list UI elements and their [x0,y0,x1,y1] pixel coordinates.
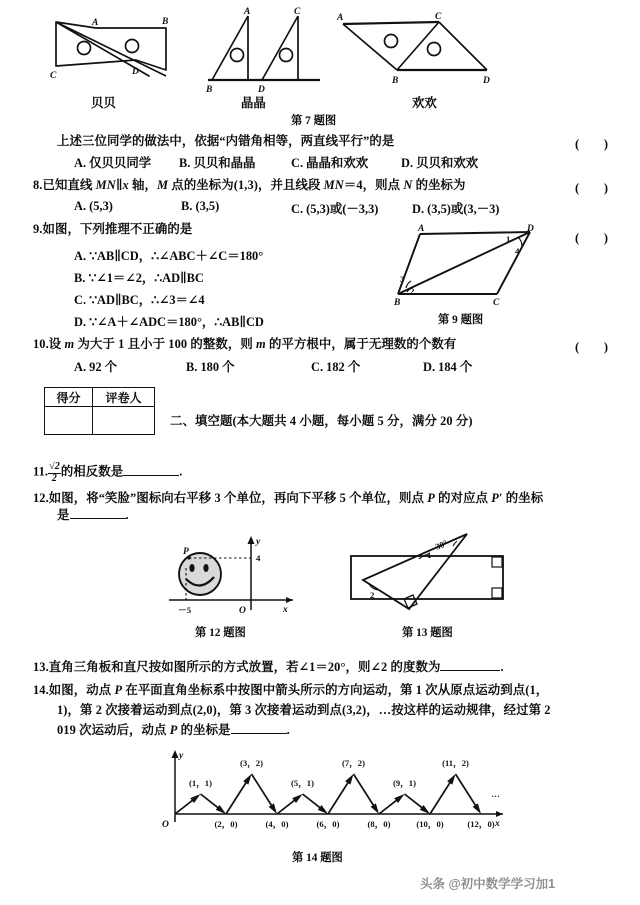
svg-text:B: B [394,298,401,308]
point-label: (8，0) [367,819,391,829]
svg-text:C: C [50,71,57,81]
score-box-value-grader[interactable] [93,407,155,435]
figure-13-caption: 第 13 题图 [402,627,453,639]
point-label: (10，0) [416,819,444,829]
question-14-answer-blank[interactable] [231,723,287,734]
figure-7-caption: 第 7 题图 [291,115,337,127]
question-9-answer-marker[interactable]: ( ) [575,231,609,245]
question-14-text-1: 如图，动点 [48,683,115,697]
figure-13-angle-30-label: 30° [433,537,450,552]
question-8-option-b[interactable]: B. (3,5) [181,199,220,213]
question-12-p-prime: P′ [491,491,503,505]
figure-9-caption: 第 9 题图 [438,314,484,326]
x-axis-arrow [496,811,503,817]
y-axis-label: y [179,751,184,761]
point-label: (3，2) [240,758,263,768]
path-segment [252,774,275,809]
question-12-answer-blank[interactable] [70,508,126,519]
svg-text:P: P [183,547,189,557]
question-7-option-c[interactable]: C. 晶晶和欢欢 [291,156,369,170]
question-10-text-a: 设 [48,337,65,351]
question-11 [33,462,182,484]
path-segment [456,774,479,809]
question-10-m-2: m [256,337,266,351]
point-label: (12，0) [467,819,495,829]
question-9-option-c[interactable]: C. ∵AD∥BC，∴∠3＝∠4 [74,293,205,307]
x-axis-label: x [495,819,500,829]
question-13-text: 直角三角板和直尺按如图所示的方式放置，若∠1＝20°，则∠2 的度数为 [48,660,441,674]
svg-text:B: B [206,85,213,95]
figure-9 [396,226,566,308]
score-box [44,387,155,435]
question-14-text-3b: 的坐标是 [177,723,231,737]
question-14-p-2: P [169,723,178,737]
question-7-answer-marker[interactable]: ( ) [575,137,609,151]
question-8-option-c[interactable]: C. (5,3)或(－3,3) [291,202,379,216]
figure-7-jingjing [200,8,330,96]
path-arrowhead [447,774,455,785]
question-13-period: . [500,660,504,674]
path-arrowhead [269,803,277,814]
question-8-text-3: 点的坐标为(1,3)，并且线段 [168,178,324,192]
question-14-line-2: 1)，第 2 次接着运动到点(2,0)，第 3 次接着运动到点(3,2)，…按这样的运动规律，经过第 2 [57,703,551,717]
question-13 [33,660,504,675]
point-label: (1，1) [189,778,212,788]
figure-13 [345,528,535,620]
question-10-text-b: 为大于 1 且小于 100 的整数，则 [74,337,257,351]
question-14-text-1b: 在平面直角坐标系中按图中箭头所示的方向运动，第 1 次从原点运动到点(1， [122,683,549,697]
question-8-mn: MN [95,178,116,192]
question-11-fraction-numerator: √2 [49,461,60,472]
path-arrowhead [345,774,353,785]
path-segment [226,779,249,814]
question-10-answer-marker[interactable]: ( ) [575,340,609,354]
figure-7-huanhuan [335,8,515,96]
figure-7-huanhuan-name: 欢欢 [412,96,437,110]
svg-text:－5: －5 [178,605,192,615]
score-box-header-row [45,388,155,407]
question-8-m: M [157,178,169,192]
question-8-mn-2: MN [323,178,344,192]
figure-14-caption: 第 14 题图 [292,852,343,864]
question-10-stem [33,337,456,352]
question-14-number: 14. [33,683,49,697]
question-8-x: x [122,178,129,192]
question-12 [33,490,613,507]
question-14-period: . [286,723,290,737]
svg-text:1: 1 [506,234,511,244]
figure-13-angle-2-label: 2 [370,590,375,600]
question-12-number: 12. [33,491,49,505]
svg-text:x: x [283,605,288,615]
question-8-text-2: 轴， [128,178,157,192]
path-segment [328,779,351,814]
section-2-title: 二、填空题(本大题共 4 小题，每小题 5 分，满分 20 分) [170,414,473,428]
score-box-value-row [45,407,155,435]
svg-text:B: B [162,17,169,27]
point-label: (9，1) [393,778,416,788]
svg-text:D: D [258,85,265,95]
question-8-text-1: 已知直线 [42,178,96,192]
question-9-text: 如图，下列推理不正确的是 [42,222,193,236]
question-8-option-d[interactable]: D. (3,5)或(3,－3) [412,202,500,216]
question-14-p: P [114,683,123,697]
question-8-number: 8. [33,178,43,192]
point-label: (5，1) [291,778,314,788]
question-11-text: 的相反数是 [60,464,124,479]
question-12-answer-line [57,508,129,523]
question-11-number: 11. [33,464,49,479]
svg-text:A: A [418,224,425,234]
path-arrowhead [371,803,379,814]
figure-12 [155,528,355,620]
svg-text:D: D [483,76,490,86]
question-14-line-1 [33,683,548,698]
svg-text:3: 3 [400,274,405,284]
svg-text:A: A [337,13,344,23]
question-12-p: P [427,491,435,505]
question-7-option-b[interactable]: B. 贝贝和晶晶 [179,156,256,170]
question-9-number: 9. [33,222,43,236]
svg-text:B: B [392,76,399,86]
question-9-option-a[interactable]: A. ∵AB∥CD，∴∠ABC＋∠C＝180° [74,249,264,263]
point-label: (7，2) [342,758,365,768]
figure-7-jingjing-name: 晶晶 [241,96,266,110]
ellipsis-label: … [491,789,500,799]
origin-label: O [162,820,169,830]
question-12-period: . [125,508,129,522]
svg-text:O: O [239,606,246,616]
question-8-stem [33,178,466,193]
path-arrowhead [473,803,481,814]
question-10-number: 10. [33,337,49,351]
question-8-parallel: ∥ [115,178,123,192]
figure-13-angle-1-label: 1 [427,550,432,560]
svg-text:D: D [527,224,534,234]
question-8-n: N [403,178,413,192]
score-box-header-score: 得分 [45,388,93,407]
figure-7-beibei [44,8,224,96]
question-9-stem [33,222,192,237]
question-12-line-2-prefix: 是 [57,508,70,522]
svg-text:D: D [132,67,139,77]
question-8-option-a[interactable]: A. (5,3) [74,199,113,213]
question-10-option-d[interactable]: D. 184 个 [423,360,473,374]
svg-text:C: C [435,12,442,22]
question-10-option-c[interactable]: C. 182 个 [311,360,361,374]
question-11-period: . [179,464,183,479]
score-box-header-grader: 评卷人 [93,388,155,407]
question-9-option-b[interactable]: B. ∵∠1＝∠2，∴AD∥BC [74,271,204,285]
question-11-fraction-denominator: 2 [51,472,58,484]
question-8-answer-marker[interactable]: ( ) [575,181,609,195]
point-label: (6，0) [316,819,340,829]
score-box-value-score[interactable] [45,407,93,435]
question-10-text-c: 的平方根中，属于无理数的个数有 [265,337,457,351]
point-label: (11，2) [442,758,469,768]
point-label: (4，0) [265,819,289,829]
question-8-text-5: 的坐标为 [412,178,466,192]
question-12-line-1c: 的坐标 [502,491,544,505]
question-13-number: 13. [33,660,49,674]
question-12-line-1: 如图，将“笑脸”图标向右平移 3 个单位，再向下平移 5 个单位，则点 [48,491,428,505]
question-7-option-a[interactable]: A. 仅贝贝同学 [74,156,152,170]
path-arrowhead [243,774,251,785]
y-axis-arrow [172,750,179,758]
figure-7-beibei-name: 贝贝 [91,96,116,110]
svg-text:C: C [294,7,301,17]
point-label: (2，0) [214,819,238,829]
question-9-option-d[interactable]: D. ∵∠A＋∠ADC＝180°，∴AB∥CD [74,315,264,329]
watermark: 头条 @初中数学学习加1 [420,877,556,891]
svg-text:4: 4 [256,553,261,563]
question-11-fraction [48,462,61,484]
figure-14 [155,742,515,838]
path-segment [354,774,377,809]
question-12-line-1b: 的对应点 [434,491,492,505]
question-14-line-3 [57,723,290,738]
svg-text:C: C [493,298,500,308]
question-13-answer-blank[interactable] [440,660,500,671]
svg-text:A: A [92,18,99,28]
question-7-option-d[interactable]: D. 贝贝和欢欢 [401,156,479,170]
figure-12-caption: 第 12 题图 [195,627,246,639]
svg-text:4: 4 [515,246,520,256]
svg-text:y: y [256,537,261,547]
question-8-text-4: ＝4，则点 [343,178,404,192]
path-segment [430,779,453,814]
question-11-answer-blank[interactable] [123,465,179,476]
question-7-stem: 上述三位同学的做法中，依据“内错角相等，两直线平行”的是 [57,134,395,148]
question-10-m: m [64,337,75,351]
question-10-option-a[interactable]: A. 92 个 [74,360,118,374]
question-14-text-3a: 019 次运动后，动点 [57,723,170,737]
svg-text:A: A [244,7,251,17]
question-10-option-b[interactable]: B. 180 个 [186,360,235,374]
svg-text:2: 2 [410,286,415,296]
